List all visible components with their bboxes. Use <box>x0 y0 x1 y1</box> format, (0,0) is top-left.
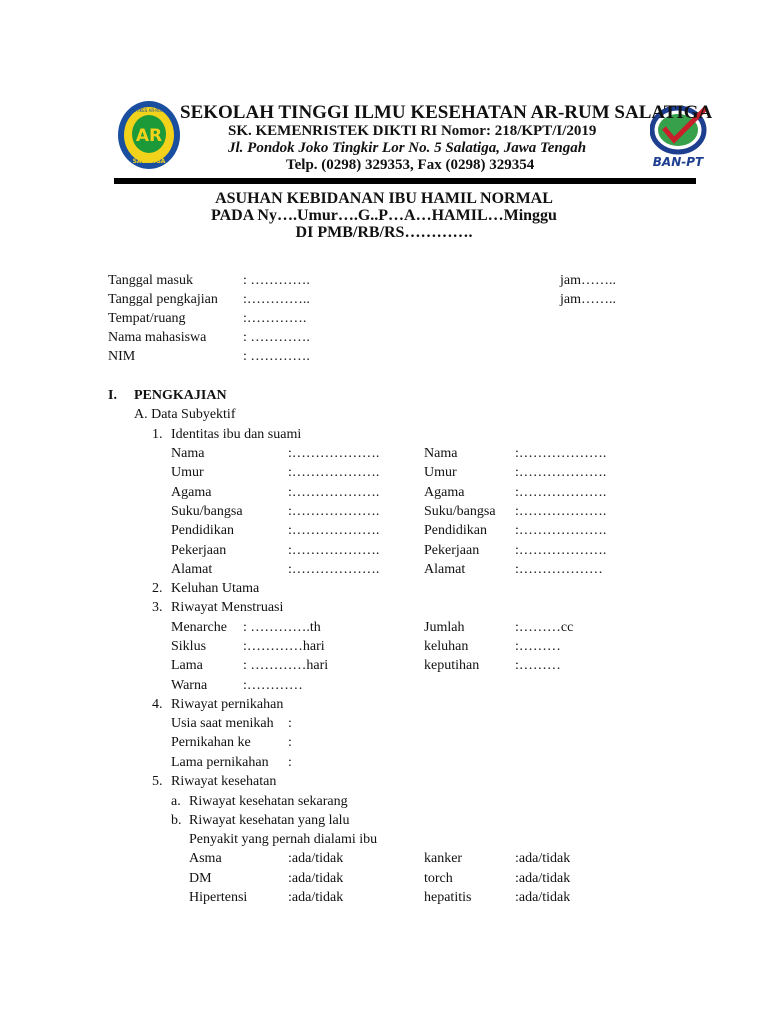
disease-label: Asma <box>189 851 222 866</box>
svg-text:SALATIGA: SALATIGA <box>132 158 166 165</box>
identity-label: Umur <box>424 465 457 480</box>
identity-label: Alamat <box>424 562 466 577</box>
menstruation-value: :……… <box>515 639 561 654</box>
item-label: Riwayat kesehatan <box>171 774 277 789</box>
form-title-line3: DI PMB/RB/RS…………. <box>295 224 473 241</box>
identity-label: Pekerjaan <box>171 543 227 558</box>
menstruation-label: keputihan <box>424 658 480 673</box>
identity-label: Agama <box>424 485 465 500</box>
identity-value: :………………. <box>515 485 607 500</box>
info-value: : …………. <box>243 273 310 288</box>
info-label: Nama mahasiswa <box>108 330 207 345</box>
info-label: Tanggal pengkajian <box>108 292 218 307</box>
identity-label: Nama <box>424 446 458 461</box>
identity-value: :………………. <box>515 543 607 558</box>
disease-label: DM <box>189 871 212 886</box>
disease-value: :ada/tidak <box>515 890 571 905</box>
disease-label: hepatitis <box>424 890 472 905</box>
form-title-line1: ASUHAN KEBIDANAN IBU HAMIL NORMAL <box>215 190 553 207</box>
menstruation-value: :………… <box>243 678 303 693</box>
subitem-label: Riwayat kesehatan yang lalu <box>189 813 350 828</box>
menstruation-value: :………cc <box>515 620 574 635</box>
menstruation-label: Jumlah <box>424 620 465 635</box>
menstruation-value: :…………hari <box>243 639 325 654</box>
identity-value: :………………. <box>515 465 607 480</box>
identity-label: Alamat <box>171 562 213 577</box>
disease-label: Hipertensi <box>189 890 248 905</box>
info-value: : …………. <box>243 330 310 345</box>
svg-text:BAN-PT: BAN-PT <box>652 155 704 169</box>
form-title-line2: PADA Ny….Umur….G..P…A…HAMIL…Minggu <box>211 207 557 224</box>
item-number: 5. <box>152 774 163 789</box>
menstruation-label: keluhan <box>424 639 469 654</box>
marriage-label: Usia saat menikah <box>171 716 274 731</box>
menstruation-label: Siklus <box>171 639 207 654</box>
identity-value: :………………. <box>288 504 380 519</box>
item-label: Riwayat Menstruasi <box>171 600 284 615</box>
item-label: Riwayat pernikahan <box>171 697 284 712</box>
marriage-colon: : <box>288 735 292 750</box>
menstruation-label: Lama <box>171 658 203 673</box>
marriage-label: Pernikahan ke <box>171 735 251 750</box>
menstruation-value: : ………….th <box>243 620 321 635</box>
item-label: Keluhan Utama <box>171 581 260 596</box>
identity-value: :………………. <box>288 523 380 538</box>
menstruation-value: : …………hari <box>243 658 329 673</box>
disease-value: :ada/tidak <box>515 851 571 866</box>
identity-value: :………………. <box>515 446 607 461</box>
identity-value: :……………… <box>515 562 603 577</box>
menstruation-label: Menarche <box>171 620 227 635</box>
identity-label: Suku/bangsa <box>424 504 496 519</box>
marriage-label: Lama pernikahan <box>171 755 269 770</box>
identity-label: Nama <box>171 446 205 461</box>
info-extra: jam…….. <box>560 292 616 307</box>
item-label: Identitas ibu dan suami <box>171 427 302 442</box>
menstruation-value: :……… <box>515 658 561 673</box>
decree-number: SK. KEMENRISTEK DIKTI RI Nomor: 218/KPT/I/2019 <box>228 123 597 139</box>
identity-value: :………………. <box>288 446 380 461</box>
identity-label: Pendidikan <box>424 523 487 538</box>
info-extra: jam…….. <box>560 273 616 288</box>
disease-intro: Penyakit yang pernah dialami ibu <box>189 832 378 847</box>
stikes-logo <box>117 100 181 170</box>
identity-label: Agama <box>171 485 212 500</box>
section-title: PENGKAJIAN <box>134 388 227 403</box>
phone-fax: Telp. (0298) 329353, Fax (0298) 329354 <box>286 157 535 173</box>
item-number: 1. <box>152 427 163 442</box>
disease-label: kanker <box>424 851 463 866</box>
address: Jl. Pondok Joko Tingkir Lor No. 5 Salatiga, Jawa Tengah <box>228 140 587 156</box>
marriage-colon: : <box>288 716 292 731</box>
svg-text:AR: AR <box>135 126 163 146</box>
identity-label: Pekerjaan <box>424 543 480 558</box>
disease-value: :ada/tidak <box>288 871 344 886</box>
info-label: NIM <box>108 349 136 364</box>
disease-label: torch <box>424 871 453 886</box>
identity-value: :………………. <box>288 543 380 558</box>
info-value: :………….. <box>243 292 310 307</box>
disease-value: :ada/tidak <box>515 871 571 886</box>
identity-label: Umur <box>171 465 204 480</box>
info-label: Tempat/ruang <box>108 311 186 326</box>
menstruation-label: Warna <box>171 678 208 693</box>
info-value: : …………. <box>243 349 310 364</box>
item-number: 4. <box>152 697 163 712</box>
section-number: I. <box>108 388 117 403</box>
institution-name: SEKOLAH TINGGI ILMU KESEHATAN AR-RUM SALATIGA <box>180 102 713 123</box>
marriage-colon: : <box>288 755 292 770</box>
identity-value: :………………. <box>288 485 380 500</box>
subitem-letter: b. <box>171 813 182 828</box>
identity-value: :………………. <box>515 523 607 538</box>
disease-value: :ada/tidak <box>288 851 344 866</box>
subitem-letter: a. <box>171 794 181 809</box>
item-number: 3. <box>152 600 163 615</box>
disease-value: :ada/tidak <box>288 890 344 905</box>
identity-label: Pendidikan <box>171 523 234 538</box>
subsection-a: A. Data Subyektif <box>134 407 236 422</box>
identity-label: Suku/bangsa <box>171 504 243 519</box>
identity-value: :………………. <box>288 465 380 480</box>
identity-value: :………………. <box>288 562 380 577</box>
svg-text:STIKES AR-RUM: STIKES AR-RUM <box>133 108 165 113</box>
info-value: :…………. <box>243 311 307 326</box>
identity-value: :………………. <box>515 504 607 519</box>
subitem-label: Riwayat kesehatan sekarang <box>189 794 348 809</box>
info-label: Tanggal masuk <box>108 273 193 288</box>
item-number: 2. <box>152 581 163 596</box>
letterhead-rule <box>114 178 696 184</box>
